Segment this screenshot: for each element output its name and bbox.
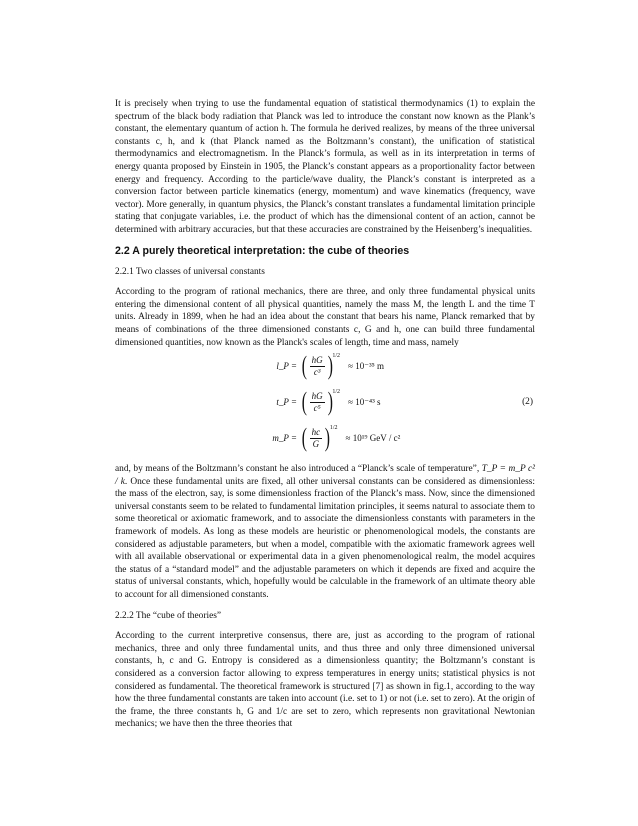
subsection-1-paragraph: According to the program of rational mechanics, there are three, and only three fundamental physical units entering the dimensional content of all physical quantities, namely the mass M, the length L and the time T units. Already in 1899, when he had an idea about the constant that bears his name, Planck remarked that by means of combinations of the three dimensioned constants c, G and h, one can build three fundamental dimensioned quantities, now known as the Planck's scales of length, time and mass, namely: [115, 287, 535, 348]
eq-l-rhs: ≈ 10⁻³⁵ m: [348, 360, 385, 371]
section-heading: 2.2 A purely theoretical interpretation: the cube of theories: [115, 244, 410, 257]
eq-m-exp: 1/2: [329, 425, 338, 432]
eq-l-lhs: l_P =: [276, 361, 297, 372]
equation-planck-time: t_P = ( $\frac{hG}{\text{c⁵}}$ ) 1/2 ≈ 10⁻⁴³ s: [265, 389, 381, 415]
eq-t-den: c⁵: [313, 402, 321, 413]
post-equation-text-a: and, by means of the Boltzmann’s constant he also introduced a “Planck’s scale of temperature”,: [115, 464, 480, 475]
eq-m-rhs: ≈ 10¹⁹ GeV / c²: [345, 433, 401, 444]
planck-temperature-formula: T_P = m_P c² / k: [115, 464, 535, 487]
eq-m-num: hc: [311, 426, 321, 437]
post-equation-text-b: . Once these fundamental units are fixed, all other universal constants can be considered as dimensionless: the mass of the electron, say, is some dimensionless fraction of the Planck’s mass. Now, since the dimensioned universal constants seem to be related to fundamental limitation principles, it seems natural to associate them to some theoretical or axiomatic framework, and to associate the dimensionless constants with parameters in the framework of models. As long as these models are heuristic or phenomenological models, the constants are considered as adjustable parameters, but when a model, compatible with the axiomatic framework agrees well with all available observational or experimental data in a given phenomenological realm, the model acquires the status of a “standard model” and the adjustable parameters on which it depends are fixed and acquire the status of universal constants, which, hopefully would be calculable in the framework of an ultimate theory able to account for all dimensioned constants.: [115, 476, 535, 601]
equation-block: [115, 353, 535, 461]
eq-t-num: hG: [311, 390, 323, 401]
eq-t-exp: 1/2: [332, 389, 341, 396]
intro-paragraph: It is precisely when trying to use the fundamental equation of statistical thermodynamics (1) to explain the spectrum of the black body radiation that Planck was led to introduce the constant now known as the Plank’s constant, the elementary quantum of action h. The formula he derived realizes, by means of the three universal constants c, h, and k (that Planck named as the Boltzmann’s constant), the unification of statistical thermodynamics and electromagnetism. In the Planck’s formula, as well as in its interpretation in terms of energy quanta proposed by Einstein in 1905, the Planck’s constant appears as a proportionality factor between energy and frequency. According to the particle/wave duality, the Planck’s constant is interpreted as a conversion factor between particle kinematics (energy, momentum) and wave kinematics (frequency, wave vector). More generally, in quantum physics, the Planck’s constant translates a fundamental limitation principle stating that conjugate variables, i.e. the product of which has the dimensional content of an action, cannot be determined with arbitrary accuracies, but that these accuracies are constrained by the Heisenberg’s inequalities.: [115, 99, 535, 235]
post-equation-paragraph: [115, 463, 535, 602]
subsection-heading-2: 2.2.2 The “cube of theories”: [115, 610, 222, 621]
eq-l-exp: 1/2: [332, 353, 341, 360]
subsection-heading-1: 2.2.1 Two classes of universal constants: [115, 266, 265, 277]
eq-l-den: c³: [313, 366, 321, 377]
equation-planck-length: l_P = ( $\frac{hG}{\text{c³}}$ ) 1/2 ≈ 10⁻³⁵ m: [265, 353, 384, 379]
equation-number: (2): [522, 397, 533, 408]
eq-m-lhs: m_P =: [272, 433, 297, 444]
eq-l-num: hG: [311, 354, 323, 365]
eq-t-lhs: t_P =: [276, 397, 297, 408]
equation-planck-mass: m_P = ( $\frac{hc}{G}$ ) 1/2 ≈ 10¹⁹ GeV / c²: [265, 425, 400, 451]
eq-t-rhs: ≈ 10⁻⁴³ s: [348, 396, 381, 407]
eq-m-den: G: [312, 438, 320, 449]
subsection-2-paragraph: According to the current interpretive consensus, there are, just as according to the program of rational mechanics, three and only three fundamental units, and thus three and only three dimensioned universal constants, h, c and G. Entropy is considered as a dimensionless quantity; the Boltzmann’s constant is considered as a conversion factor allowing to express temperatures in energy units; statistical physics is not considered as fundamental. The theoretical framework is structured [7] as shown in fig.1, according to the way how the three fundamental constants are taken into account (i.e. set to 1) or not (i.e. set to zero). At the origin of the frame, the three constants h, G and 1/c are set to zero, which represents non gravitational Newtonian mechanics; we have then the three theories that: [115, 631, 535, 730]
